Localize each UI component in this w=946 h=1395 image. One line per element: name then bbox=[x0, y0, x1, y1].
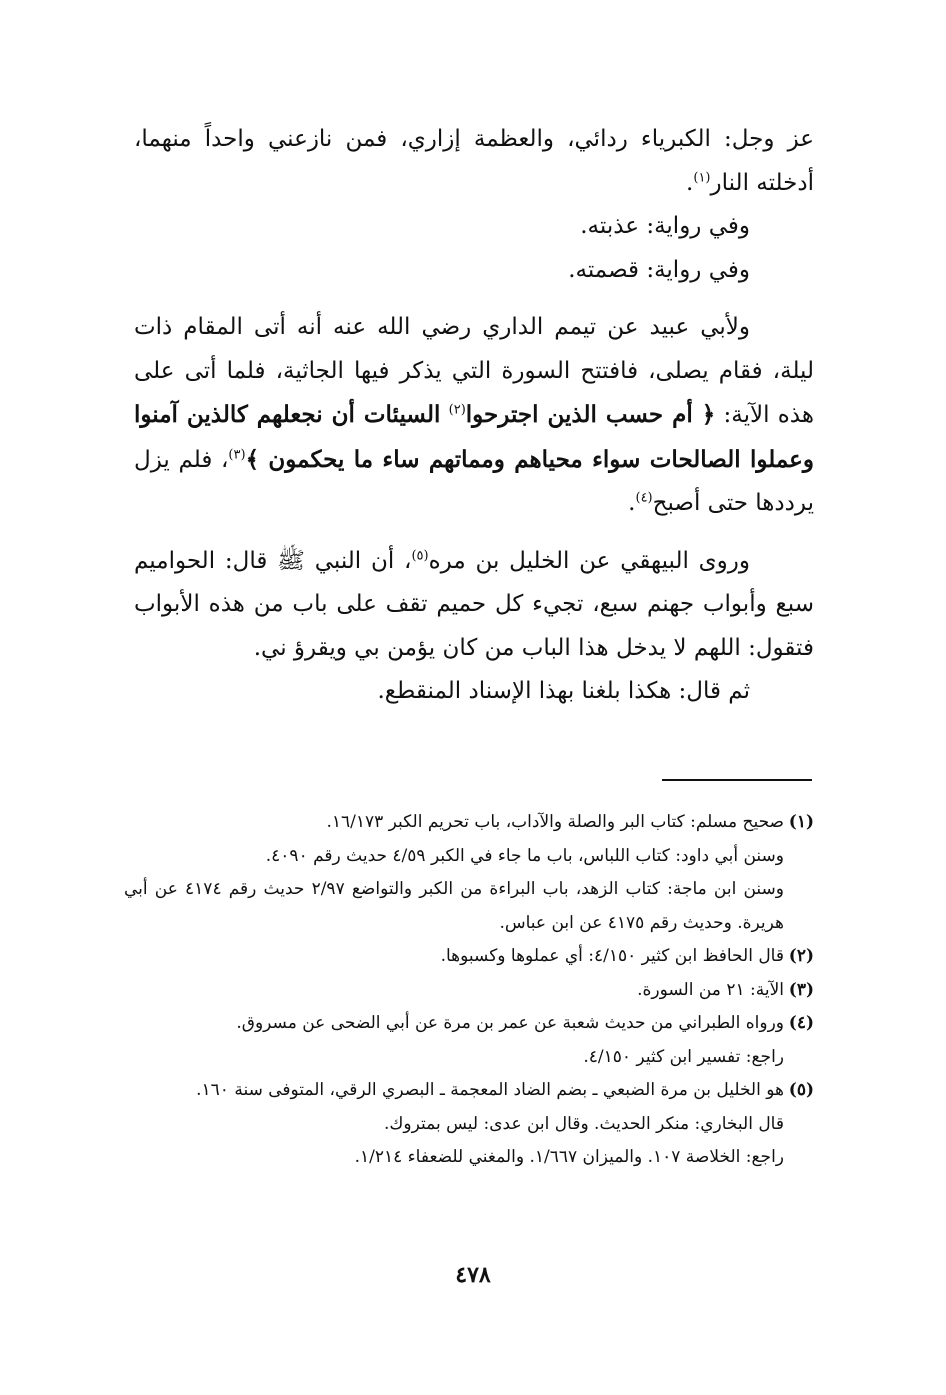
footnote-1-continuation-1: وسنن أبي داود: كتاب اللباس، باب ما جاء في الكبر ٤/٥٩ حديث رقم ٤٠٩٠. bbox=[265, 845, 784, 866]
footnote-5-continuation-1: قال البخاري: منكر الحديث. وقال ابن عدى: ليس بمتروك. bbox=[384, 1113, 784, 1134]
paragraph-bayhaqi-body: ، أن النبي ﷺ قال: الحواميم سبع وأبواب جهنم سبع، تجيء كل حميم تقف على باب من هذه الأبواب فتقول: اللهم لا يدخل هذا الباب من كان يؤمن بي ويقرؤ ني. bbox=[134, 547, 814, 661]
page-number: ٤٧٨ bbox=[455, 1262, 491, 1288]
footnote-4-continuation: راجع: تفسير ابن كثير ٤/١٥٠. bbox=[583, 1046, 784, 1067]
paragraph-closing: ثم قال: هكذا بلغنا بهذا الإسناد المنقطع. bbox=[377, 678, 750, 704]
paragraph-bayhaqi-intro: وروى البيهقي عن الخليل بن مره bbox=[428, 547, 751, 574]
quran-verse-part-2: السيئات أن نجعلهم كالذين آمنوا وعملوا الصالحات سواء محياهم ومماتهم ساء ما يحكمون ﴾ bbox=[134, 401, 814, 473]
paragraph-variant-1: وفي رواية: عذبته. bbox=[580, 213, 750, 239]
footnote-2 bbox=[124, 940, 814, 974]
footnote-ref-5: (٥) bbox=[411, 547, 429, 563]
footnote-divider bbox=[662, 779, 812, 781]
footnote-4-number: (٤) bbox=[788, 1013, 814, 1033]
footnote-2-number: (٢) bbox=[788, 946, 814, 966]
paragraph-1-end: . bbox=[686, 169, 694, 196]
paragraph-bayhaqi bbox=[134, 540, 814, 671]
footnote-ref-4: (٤) bbox=[635, 490, 653, 506]
quran-verse-part-1: ﴿ أم حسب الذين اجترحوا bbox=[465, 401, 716, 428]
footnote-5 bbox=[124, 1074, 814, 1108]
paragraph-variant-2: وفي رواية: قصمته. bbox=[568, 256, 750, 283]
footnotes bbox=[124, 806, 814, 1175]
footnote-3 bbox=[124, 974, 814, 1008]
footnote-1-continuation-2: وسنن ابن ماجة: كتاب الزهد، باب البراءة من الكبر والتواضع ٢/٩٧ حديث رقم ٤١٧٤ عن أبي هريرة. وحديث رقم ٤١٧٥ عن ابن عباس. bbox=[124, 879, 784, 933]
footnote-3-text: الآية: ٢١ من السورة. bbox=[637, 979, 784, 1000]
footnote-4-text: ورواه الطبراني من حديث شعبة عن عمر بن مرة عن أبي الضحى عن مسروق. bbox=[236, 1013, 784, 1033]
footnote-1-number: (١) bbox=[788, 812, 814, 832]
footnote-5-continuation-2: راجع: الخلاصة ١٠٧. والميزان ١/٦٦٧. والمغني للضعفاء ١/٢١٤. bbox=[354, 1147, 784, 1167]
footnote-2-text: قال الحافظ ابن كثير ٤/١٥٠: أي عملوها وكسبوها. bbox=[440, 946, 784, 966]
footnote-3-number: (٣) bbox=[788, 979, 814, 1000]
paragraph-tamim-intro: ولأبي عبيد عن تيمم الداري رضي الله عنه أنه أتى المقام ذات ليلة، فقام يصلى، فافتتح السورة التي يذكر فيها الجاثية، فلما أتى على هذه الآية: bbox=[134, 314, 814, 428]
footnote-ref-2: (٢) bbox=[448, 402, 466, 418]
paragraph-1-text: عز وجل: الكبرياء ردائي، والعظمة إزاري، فمن نازعني واحداً منهما، أدخلته النار bbox=[134, 126, 814, 196]
paragraph-1 bbox=[134, 118, 814, 205]
footnote-5-text: هو الخليل بن مرة الضبعي ـ بضم الضاد المعجمة ـ البصري الرقي، المتوفى سنة ١٦٠. bbox=[196, 1080, 784, 1100]
footnote-4 bbox=[124, 1007, 814, 1041]
main-text bbox=[134, 118, 814, 714]
footnote-5-number: (٥) bbox=[788, 1080, 814, 1100]
footnote-1-text: صحيح مسلم: كتاب البر والصلة والآداب، باب تحريم الكبر ١٦/١٧٣. bbox=[326, 812, 784, 832]
paragraph-tamim bbox=[134, 306, 814, 526]
footnote-ref-1: (١) bbox=[693, 169, 711, 185]
paragraph-tamim-end: . bbox=[628, 490, 636, 516]
paragraph-tamim-outro: ، فلم يزل يرددها حتى أصبح bbox=[134, 446, 814, 516]
footnote-1 bbox=[124, 806, 814, 840]
footnote-ref-3: (٣) bbox=[228, 446, 246, 462]
